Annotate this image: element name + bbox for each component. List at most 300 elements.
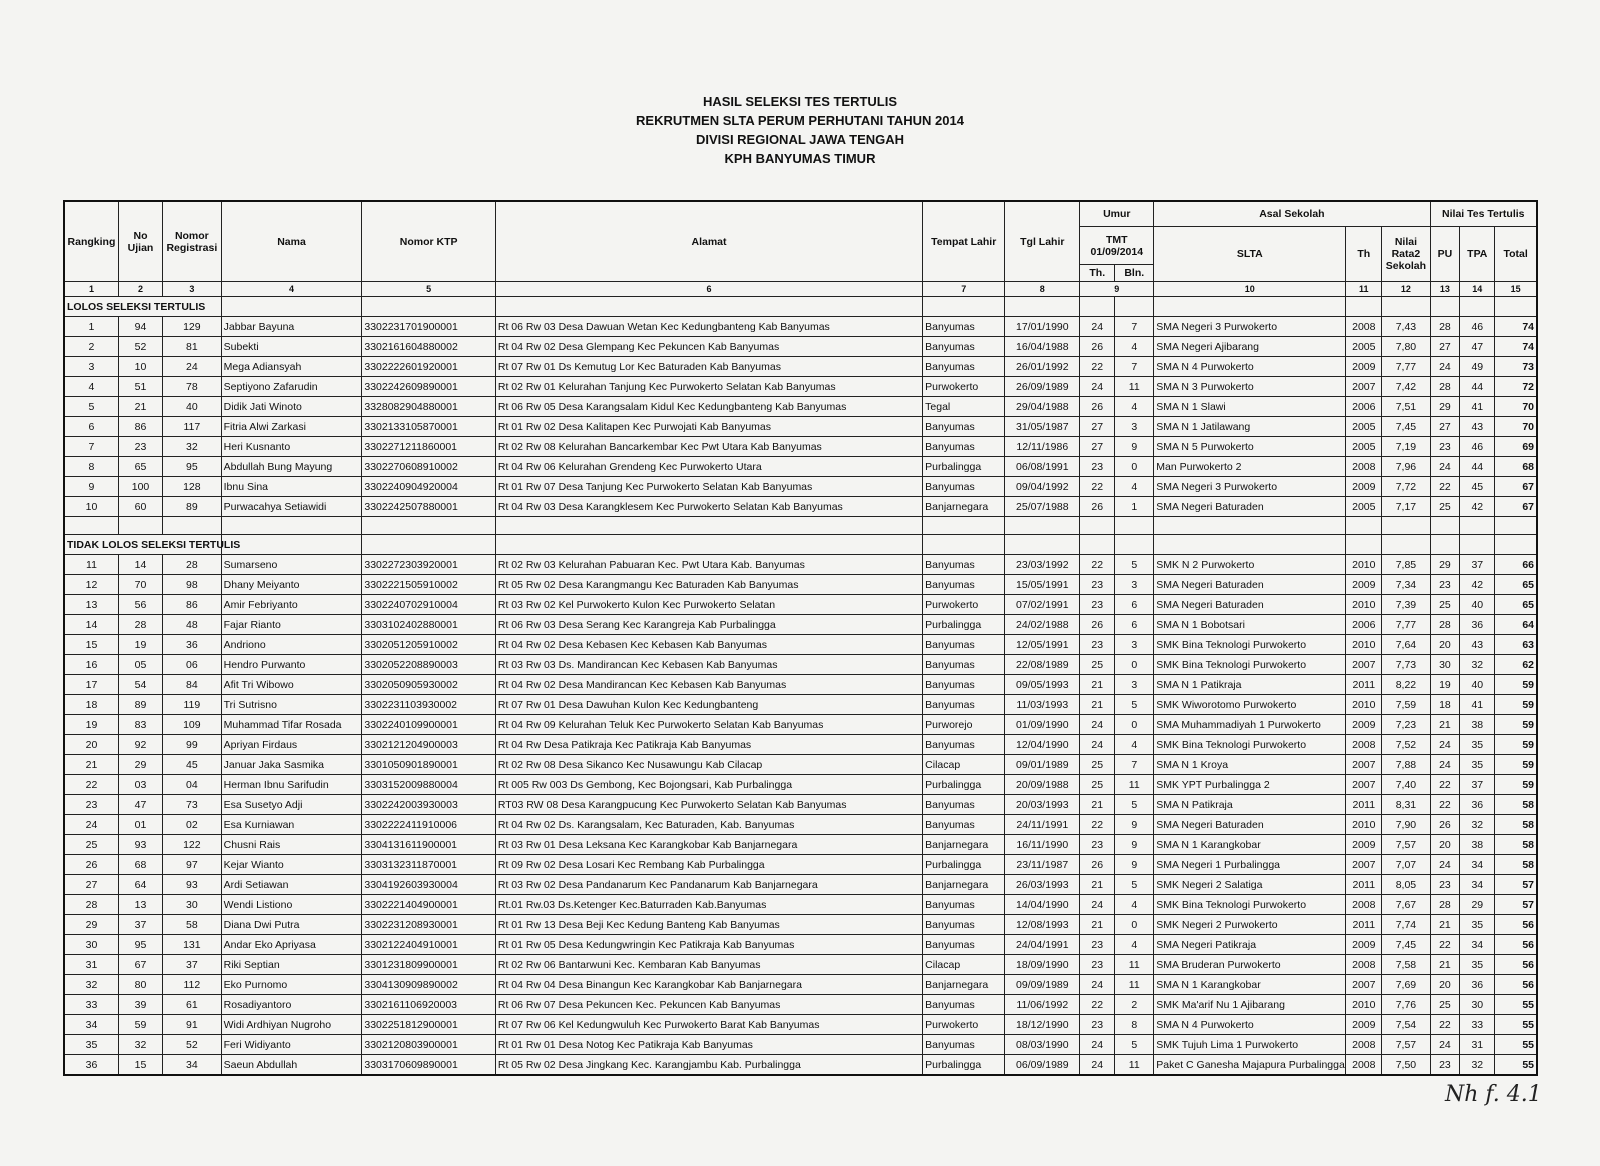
table-cell: 21 [64, 755, 118, 775]
table-cell: 7,42 [1382, 377, 1430, 397]
table-cell: 28 [1430, 615, 1460, 635]
table-cell: Purbalingga [923, 457, 1005, 477]
header-asal-sekolah: Asal Sekolah [1154, 201, 1430, 227]
table-cell: 7,57 [1382, 1035, 1430, 1055]
table-cell: 7,07 [1382, 855, 1430, 875]
table-cell: SMK Negeri 2 Salatiga [1154, 875, 1346, 895]
table-cell: Rt 07 Rw 01 Desa Dawuhan Kulon Kec Kedungbanteng [495, 695, 922, 715]
table-cell: 26 [1430, 815, 1460, 835]
table-cell: 24 [1430, 735, 1460, 755]
table-cell: 3 [1115, 417, 1154, 437]
table-cell: 28 [163, 555, 222, 575]
table-cell: 11 [64, 555, 118, 575]
table-cell: 52 [163, 1035, 222, 1055]
table-cell: Muhammad Tifar Rosada [221, 715, 362, 735]
table-cell: 30 [163, 895, 222, 915]
table-cell: 128 [163, 477, 222, 497]
table-cell: 2005 [1346, 337, 1382, 357]
table-cell: Rt 06 Rw 07 Desa Pekuncen Kec. Pekuncen Kab Banyumas [495, 995, 922, 1015]
table-cell: Purbalingga [923, 615, 1005, 635]
table-cell: 2008 [1346, 735, 1382, 755]
table-cell: 3302050905930002 [362, 675, 496, 695]
table-cell: 64 [1495, 615, 1537, 635]
table-cell: 22 [1080, 815, 1115, 835]
table-cell: 2009 [1346, 477, 1382, 497]
table-cell: 3304130909890002 [362, 975, 496, 995]
table-cell: 34 [1460, 855, 1495, 875]
table-cell: Rt 02 Rw 06 Bantarwuni Kec. Kembaran Kab Banyumas [495, 955, 922, 975]
table-cell: 28 [1430, 317, 1460, 337]
table-cell: 12/08/1993 [1005, 915, 1080, 935]
table-cell: Riki Septian [221, 955, 362, 975]
table-cell: 7,23 [1382, 715, 1430, 735]
table-cell: 5 [1115, 795, 1154, 815]
table-cell: 92 [118, 735, 162, 755]
table-cell: 3302221505910002 [362, 575, 496, 595]
table-cell: 58 [1495, 795, 1537, 815]
document-title [0, 92, 1600, 168]
header-rangking: Rangking [64, 201, 118, 282]
table-cell: 3302271211860001 [362, 437, 496, 457]
table-cell: Rt 04 Rw Desa Patikraja Kec Patikraja Kab Banyumas [495, 735, 922, 755]
table-row [64, 397, 1537, 417]
table-cell: Rt 03 Rw 03 Ds. Mandirancan Kec Kebasen Kab Banyumas [495, 655, 922, 675]
table-cell: 2010 [1346, 555, 1382, 575]
table-row [64, 835, 1537, 855]
table-cell: 25 [1430, 595, 1460, 615]
table-cell: 22/08/1989 [1005, 655, 1080, 675]
table-cell: 54 [118, 675, 162, 695]
table-cell: 0 [1115, 915, 1154, 935]
table-cell: Afit Tri Wibowo [221, 675, 362, 695]
table-cell: 24 [1080, 735, 1115, 755]
table-cell: SMK Negeri 2 Purwokerto [1154, 915, 1346, 935]
header-tmt: TMT 01/09/2014 [1080, 227, 1154, 265]
table-cell: 21 [1430, 715, 1460, 735]
table-cell: 68 [118, 855, 162, 875]
table-cell: 65 [1495, 595, 1537, 615]
table-cell: 3302052208890003 [362, 655, 496, 675]
header-nomor-ktp: Nomor KTP [362, 201, 496, 282]
table-cell: 2010 [1346, 695, 1382, 715]
table-cell: 22 [1430, 477, 1460, 497]
title-line-4: KPH BANYUMAS TIMUR [724, 151, 876, 166]
table-cell: SMK Bina Teknologi Purwokerto [1154, 655, 1346, 675]
header-tpa: TPA [1460, 227, 1495, 282]
table-cell: 80 [118, 975, 162, 995]
table-cell: 24 [64, 815, 118, 835]
table-cell: 7,57 [1382, 835, 1430, 855]
table-cell: 70 [1495, 417, 1537, 437]
table-cell: 83 [118, 715, 162, 735]
table-cell: 2009 [1346, 575, 1382, 595]
table-cell: 3302222601920001 [362, 357, 496, 377]
col-number: 14 [1460, 282, 1495, 297]
table-cell: 117 [163, 417, 222, 437]
table-cell: Purwokerto [923, 1015, 1005, 1035]
table-cell: SMA Negeri 3 Purwokerto [1154, 477, 1346, 497]
table-cell: 25 [1080, 755, 1115, 775]
table-cell: 3 [1115, 575, 1154, 595]
table-cell: 60 [118, 497, 162, 517]
table-cell: 73 [1495, 357, 1537, 377]
table-row [64, 655, 1537, 675]
table-cell: Esa Susetyo Adji [221, 795, 362, 815]
col-number: 9 [1080, 282, 1154, 297]
table-body [64, 297, 1537, 1076]
table-cell: 21 [1080, 795, 1115, 815]
table-cell: 24/02/1988 [1005, 615, 1080, 635]
col-number: 3 [163, 282, 222, 297]
table-cell: 11 [1115, 775, 1154, 795]
table-cell: 43 [1460, 417, 1495, 437]
table-cell: 36 [1460, 975, 1495, 995]
table-cell: 28 [64, 895, 118, 915]
table-cell: SMA Negeri Patikraja [1154, 935, 1346, 955]
section-row [64, 535, 1537, 555]
table-cell: 3302270608910002 [362, 457, 496, 477]
table-cell: Rosadiyantoro [221, 995, 362, 1015]
table-cell: 7,80 [1382, 337, 1430, 357]
table-cell: Banjarnegara [923, 875, 1005, 895]
table-cell: 13 [64, 595, 118, 615]
table-cell: Banjarnegara [923, 975, 1005, 995]
table-cell: 24 [1080, 317, 1115, 337]
table-cell: 16/04/1988 [1005, 337, 1080, 357]
table-cell: SMA N 1 Jatilawang [1154, 417, 1346, 437]
table-cell: 27 [1430, 337, 1460, 357]
table-cell: 66 [1495, 555, 1537, 575]
table-cell: 3302051205910002 [362, 635, 496, 655]
table-cell: SMK Wiworotomo Purwokerto [1154, 695, 1346, 715]
table-cell: 7 [1115, 317, 1154, 337]
table-cell: 2007 [1346, 377, 1382, 397]
table-cell: Banyumas [923, 915, 1005, 935]
table-cell: Rt 04 Rw 04 Desa Binangun Kec Karangkobar Kab Banjarnegara [495, 975, 922, 995]
table-cell: 17 [64, 675, 118, 695]
table-cell: 3302272303920001 [362, 555, 496, 575]
table-cell: Rt 02 Rw 08 Desa Sikanco Kec Nusawungu Kab Cilacap [495, 755, 922, 775]
title-line-1: HASIL SELEKSI TES TERTULIS [702, 94, 898, 109]
table-cell: 7,85 [1382, 555, 1430, 575]
table-cell: 4 [1115, 935, 1154, 955]
table-cell: 22 [1430, 795, 1460, 815]
table-cell: Diana Dwi Putra [221, 915, 362, 935]
table-cell: Rt 03 Rw 01 Desa Leksana Kec Karangkobar Kab Banjarnegara [495, 835, 922, 855]
table-cell: 12/04/1990 [1005, 735, 1080, 755]
table-cell: SMK YPT Purbalingga 2 [1154, 775, 1346, 795]
table-cell: Banyumas [923, 317, 1005, 337]
header-tempat-lahir: Tempat Lahir [923, 201, 1005, 282]
table-cell: 2008 [1346, 955, 1382, 975]
table-cell: 01 [118, 815, 162, 835]
table-cell: 57 [1495, 875, 1537, 895]
table-cell: 48 [163, 615, 222, 635]
table-cell: 22 [1430, 775, 1460, 795]
table-cell: 06/09/1989 [1005, 1055, 1080, 1076]
table-cell: Saeun Abdullah [221, 1055, 362, 1076]
table-cell: Fajar Rianto [221, 615, 362, 635]
col-number: 12 [1382, 282, 1430, 297]
table-cell: 7,50 [1382, 1055, 1430, 1076]
table-cell: 42 [1460, 575, 1495, 595]
table-cell: Andar Eko Apriyasa [221, 935, 362, 955]
table-cell: 3302240904920004 [362, 477, 496, 497]
table-cell: 1 [64, 317, 118, 337]
table-cell: Rt 06 Rw 05 Desa Karangsalam Kidul Kec Kedungbanteng Kab Banyumas [495, 397, 922, 417]
table-cell: 32 [1460, 655, 1495, 675]
table-cell: 32 [1460, 815, 1495, 835]
table-cell: 2008 [1346, 895, 1382, 915]
table-cell: 46 [1460, 437, 1495, 457]
table-cell: 46 [1460, 317, 1495, 337]
table-cell: 2009 [1346, 357, 1382, 377]
table-cell: SMA Negeri Baturaden [1154, 815, 1346, 835]
table-cell: 3302133105870001 [362, 417, 496, 437]
table-cell: 25 [1430, 995, 1460, 1015]
table-cell: 56 [1495, 935, 1537, 955]
table-cell: Purbalingga [923, 775, 1005, 795]
table-cell: SMA N 1 Slawi [1154, 397, 1346, 417]
table-cell: 24 [1080, 377, 1115, 397]
table-row [64, 955, 1537, 975]
table-cell: 55 [1495, 1015, 1537, 1035]
table-cell: Banyumas [923, 655, 1005, 675]
table-cell: 23 [1080, 1015, 1115, 1035]
table-cell: 2007 [1346, 975, 1382, 995]
header-no-ujian: No Ujian [118, 201, 162, 282]
table-cell: 3302122404910001 [362, 935, 496, 955]
table-cell: 2010 [1346, 595, 1382, 615]
table-cell: 3302161604880002 [362, 337, 496, 357]
table-cell: 28 [118, 615, 162, 635]
table-cell: 93 [118, 835, 162, 855]
table-cell: 2 [1115, 995, 1154, 1015]
table-cell: 7,45 [1382, 935, 1430, 955]
table-cell: 59 [1495, 695, 1537, 715]
table-cell: 36 [1460, 615, 1495, 635]
table-cell: 36 [1460, 795, 1495, 815]
table-cell: Banyumas [923, 417, 1005, 437]
table-cell: 41 [1460, 695, 1495, 715]
table-cell: 29 [1460, 895, 1495, 915]
table-cell: 44 [1460, 457, 1495, 477]
table-cell: SMA N 1 Bobotsari [1154, 615, 1346, 635]
table-row [64, 1035, 1537, 1055]
table-cell: 45 [1460, 477, 1495, 497]
table-cell: 24 [163, 357, 222, 377]
table-cell: 05 [118, 655, 162, 675]
header-nama: Nama [221, 201, 362, 282]
table-cell: Rt 03 Rw 02 Desa Pandanarum Kec Pandanarum Kab Banjarnegara [495, 875, 922, 895]
col-number: 2 [118, 282, 162, 297]
table-row [64, 357, 1537, 377]
table-cell: 09/04/1992 [1005, 477, 1080, 497]
table-cell: 2006 [1346, 397, 1382, 417]
table-cell: 67 [1495, 497, 1537, 517]
table-cell: 21 [1080, 875, 1115, 895]
table-cell: 119 [163, 695, 222, 715]
header-bln: Bln. [1115, 265, 1154, 282]
table-cell: 6 [1115, 615, 1154, 635]
table-cell: 30 [64, 935, 118, 955]
table-cell: 23 [1080, 575, 1115, 595]
table-cell: 29 [64, 915, 118, 935]
table-cell: 23/11/1987 [1005, 855, 1080, 875]
table-cell: Purwacahya Setiawidi [221, 497, 362, 517]
table-cell: 7,45 [1382, 417, 1430, 437]
table-cell: 94 [118, 317, 162, 337]
table-cell: 3301050901890001 [362, 755, 496, 775]
table-cell: 47 [118, 795, 162, 815]
table-cell: 3302121204900003 [362, 735, 496, 755]
table-cell: 21 [1080, 695, 1115, 715]
table-cell: 7,96 [1382, 457, 1430, 477]
table-cell: 43 [1460, 635, 1495, 655]
table-cell: 35 [1460, 915, 1495, 935]
table-cell: 3302242003930003 [362, 795, 496, 815]
table-cell: 32 [1460, 1055, 1495, 1076]
table-cell: 40 [163, 397, 222, 417]
table-cell: Banjarnegara [923, 497, 1005, 517]
table-row [64, 555, 1537, 575]
table-cell: 8 [64, 457, 118, 477]
table-cell: 24 [1080, 895, 1115, 915]
table-cell: 7 [1115, 357, 1154, 377]
table-row [64, 635, 1537, 655]
col-number: 4 [221, 282, 362, 297]
table-cell: 5 [64, 397, 118, 417]
table-cell: 86 [118, 417, 162, 437]
table-cell: 3303152009880004 [362, 775, 496, 795]
table-cell: Rt 04 Rw 06 Kelurahan Grendeng Kec Purwokerto Utara [495, 457, 922, 477]
table-row [64, 935, 1537, 955]
table-row [64, 477, 1537, 497]
table-cell: 89 [163, 497, 222, 517]
table-cell: 3302251812900001 [362, 1015, 496, 1035]
table-cell: 07/02/1991 [1005, 595, 1080, 615]
handwritten-signature: Nh f. 4.1 [1445, 1082, 1542, 1107]
table-cell: 3302242507880001 [362, 497, 496, 517]
table-cell: 23 [1430, 1055, 1460, 1076]
table-cell: 22 [1080, 995, 1115, 1015]
table-cell: Purwokerto [923, 595, 1005, 615]
table-cell: 7,76 [1382, 995, 1430, 1015]
table-cell: Rt 05 Rw 02 Desa Karangmangu Kec Baturaden Kab Banyumas [495, 575, 922, 595]
table-cell: 8,31 [1382, 795, 1430, 815]
table-cell: Esa Kurniawan [221, 815, 362, 835]
table-cell: 42 [1460, 497, 1495, 517]
table-cell: 09/01/1989 [1005, 755, 1080, 775]
header-nilai-tes: Nilai Tes Tertulis [1430, 201, 1537, 227]
table-cell: 59 [118, 1015, 162, 1035]
table-cell: 41 [1460, 397, 1495, 417]
table-cell: Purwokerto [923, 377, 1005, 397]
table-cell: SMA N 5 Purwokerto [1154, 437, 1346, 457]
table-cell: 73 [163, 795, 222, 815]
table-cell: 2011 [1346, 875, 1382, 895]
table-cell: 131 [163, 935, 222, 955]
table-cell: 2009 [1346, 935, 1382, 955]
table-cell: Banyumas [923, 575, 1005, 595]
table-cell: 5 [1115, 555, 1154, 575]
table-cell: 32 [163, 437, 222, 457]
table-cell: 2005 [1346, 497, 1382, 517]
table-row [64, 377, 1537, 397]
table-cell: Banyumas [923, 815, 1005, 835]
table-cell: 62 [1495, 655, 1537, 675]
table-cell: Rt 01 Rw 07 Desa Tanjung Kec Purwokerto Selatan Kab Banyumas [495, 477, 922, 497]
table-cell: 10 [64, 497, 118, 517]
table-cell: 23 [64, 795, 118, 815]
table-cell: 21 [118, 397, 162, 417]
table-cell: 19 [118, 635, 162, 655]
table-cell: 23 [1080, 955, 1115, 975]
table-cell: Banyumas [923, 795, 1005, 815]
table-cell: 7,58 [1382, 955, 1430, 975]
table-cell: Widi Ardhiyan Nugroho [221, 1015, 362, 1035]
table-cell: 7,90 [1382, 815, 1430, 835]
table-cell: 32 [118, 1035, 162, 1055]
table-cell: Purbalingga [923, 1055, 1005, 1076]
table-cell: 21 [1430, 955, 1460, 975]
table-row [64, 995, 1537, 1015]
table-cell: Banyumas [923, 695, 1005, 715]
table-cell: SMA N 1 Karangkobar [1154, 835, 1346, 855]
table-cell: 20/09/1988 [1005, 775, 1080, 795]
table-cell: Cilacap [923, 755, 1005, 775]
table-row [64, 497, 1537, 517]
table-cell: 44 [1460, 377, 1495, 397]
table-cell: 26 [64, 855, 118, 875]
table-cell: 31 [64, 955, 118, 975]
table-row [64, 895, 1537, 915]
table-cell: 35 [1460, 735, 1495, 755]
table-cell: 22 [64, 775, 118, 795]
table-cell: 7 [64, 437, 118, 457]
table-cell: 28 [1430, 895, 1460, 915]
table-cell: 3302222411910006 [362, 815, 496, 835]
table-cell: 58 [1495, 855, 1537, 875]
table-cell: 69 [1495, 437, 1537, 457]
table-cell: Banyumas [923, 675, 1005, 695]
table-cell: 56 [1495, 915, 1537, 935]
table-cell: Rt 04 Rw 03 Desa Karangklesem Kec Purwokerto Selatan Kab Banyumas [495, 497, 922, 517]
table-cell: 26 [1080, 337, 1115, 357]
table-cell: Rt 005 Rw 003 Ds Gembong, Kec Bojongsari, Kab Purbalingga [495, 775, 922, 795]
table-cell: 24/11/1991 [1005, 815, 1080, 835]
table-cell: Ibnu Sina [221, 477, 362, 497]
table-cell: 24/04/1991 [1005, 935, 1080, 955]
table-cell: 3303102402880001 [362, 615, 496, 635]
header-slta: SLTA [1154, 227, 1346, 282]
table-cell: 26/09/1989 [1005, 377, 1080, 397]
table-cell: Rt 04 Rw 02 Desa Mandirancan Kec Kebasen Kab Banyumas [495, 675, 922, 695]
header-tgl-lahir: Tgl Lahir [1005, 201, 1080, 282]
table-cell: 24 [1080, 1035, 1115, 1055]
table-cell: 2010 [1346, 635, 1382, 655]
table-cell: 2009 [1346, 835, 1382, 855]
blank-row [64, 517, 1537, 535]
table-cell: 09/05/1993 [1005, 675, 1080, 695]
table-cell: 16 [64, 655, 118, 675]
table-cell: 24 [1080, 1055, 1115, 1076]
table-cell: 2008 [1346, 1055, 1382, 1076]
table-cell: 24 [1430, 755, 1460, 775]
table-cell: Heri Kusnanto [221, 437, 362, 457]
table-cell: Rt 03 Rw 02 Kel Purwokerto Kulon Kec Purwokerto Selatan [495, 595, 922, 615]
table-cell: Rt 06 Rw 03 Desa Dawuan Wetan Kec Kedungbanteng Kab Banyumas [495, 317, 922, 337]
